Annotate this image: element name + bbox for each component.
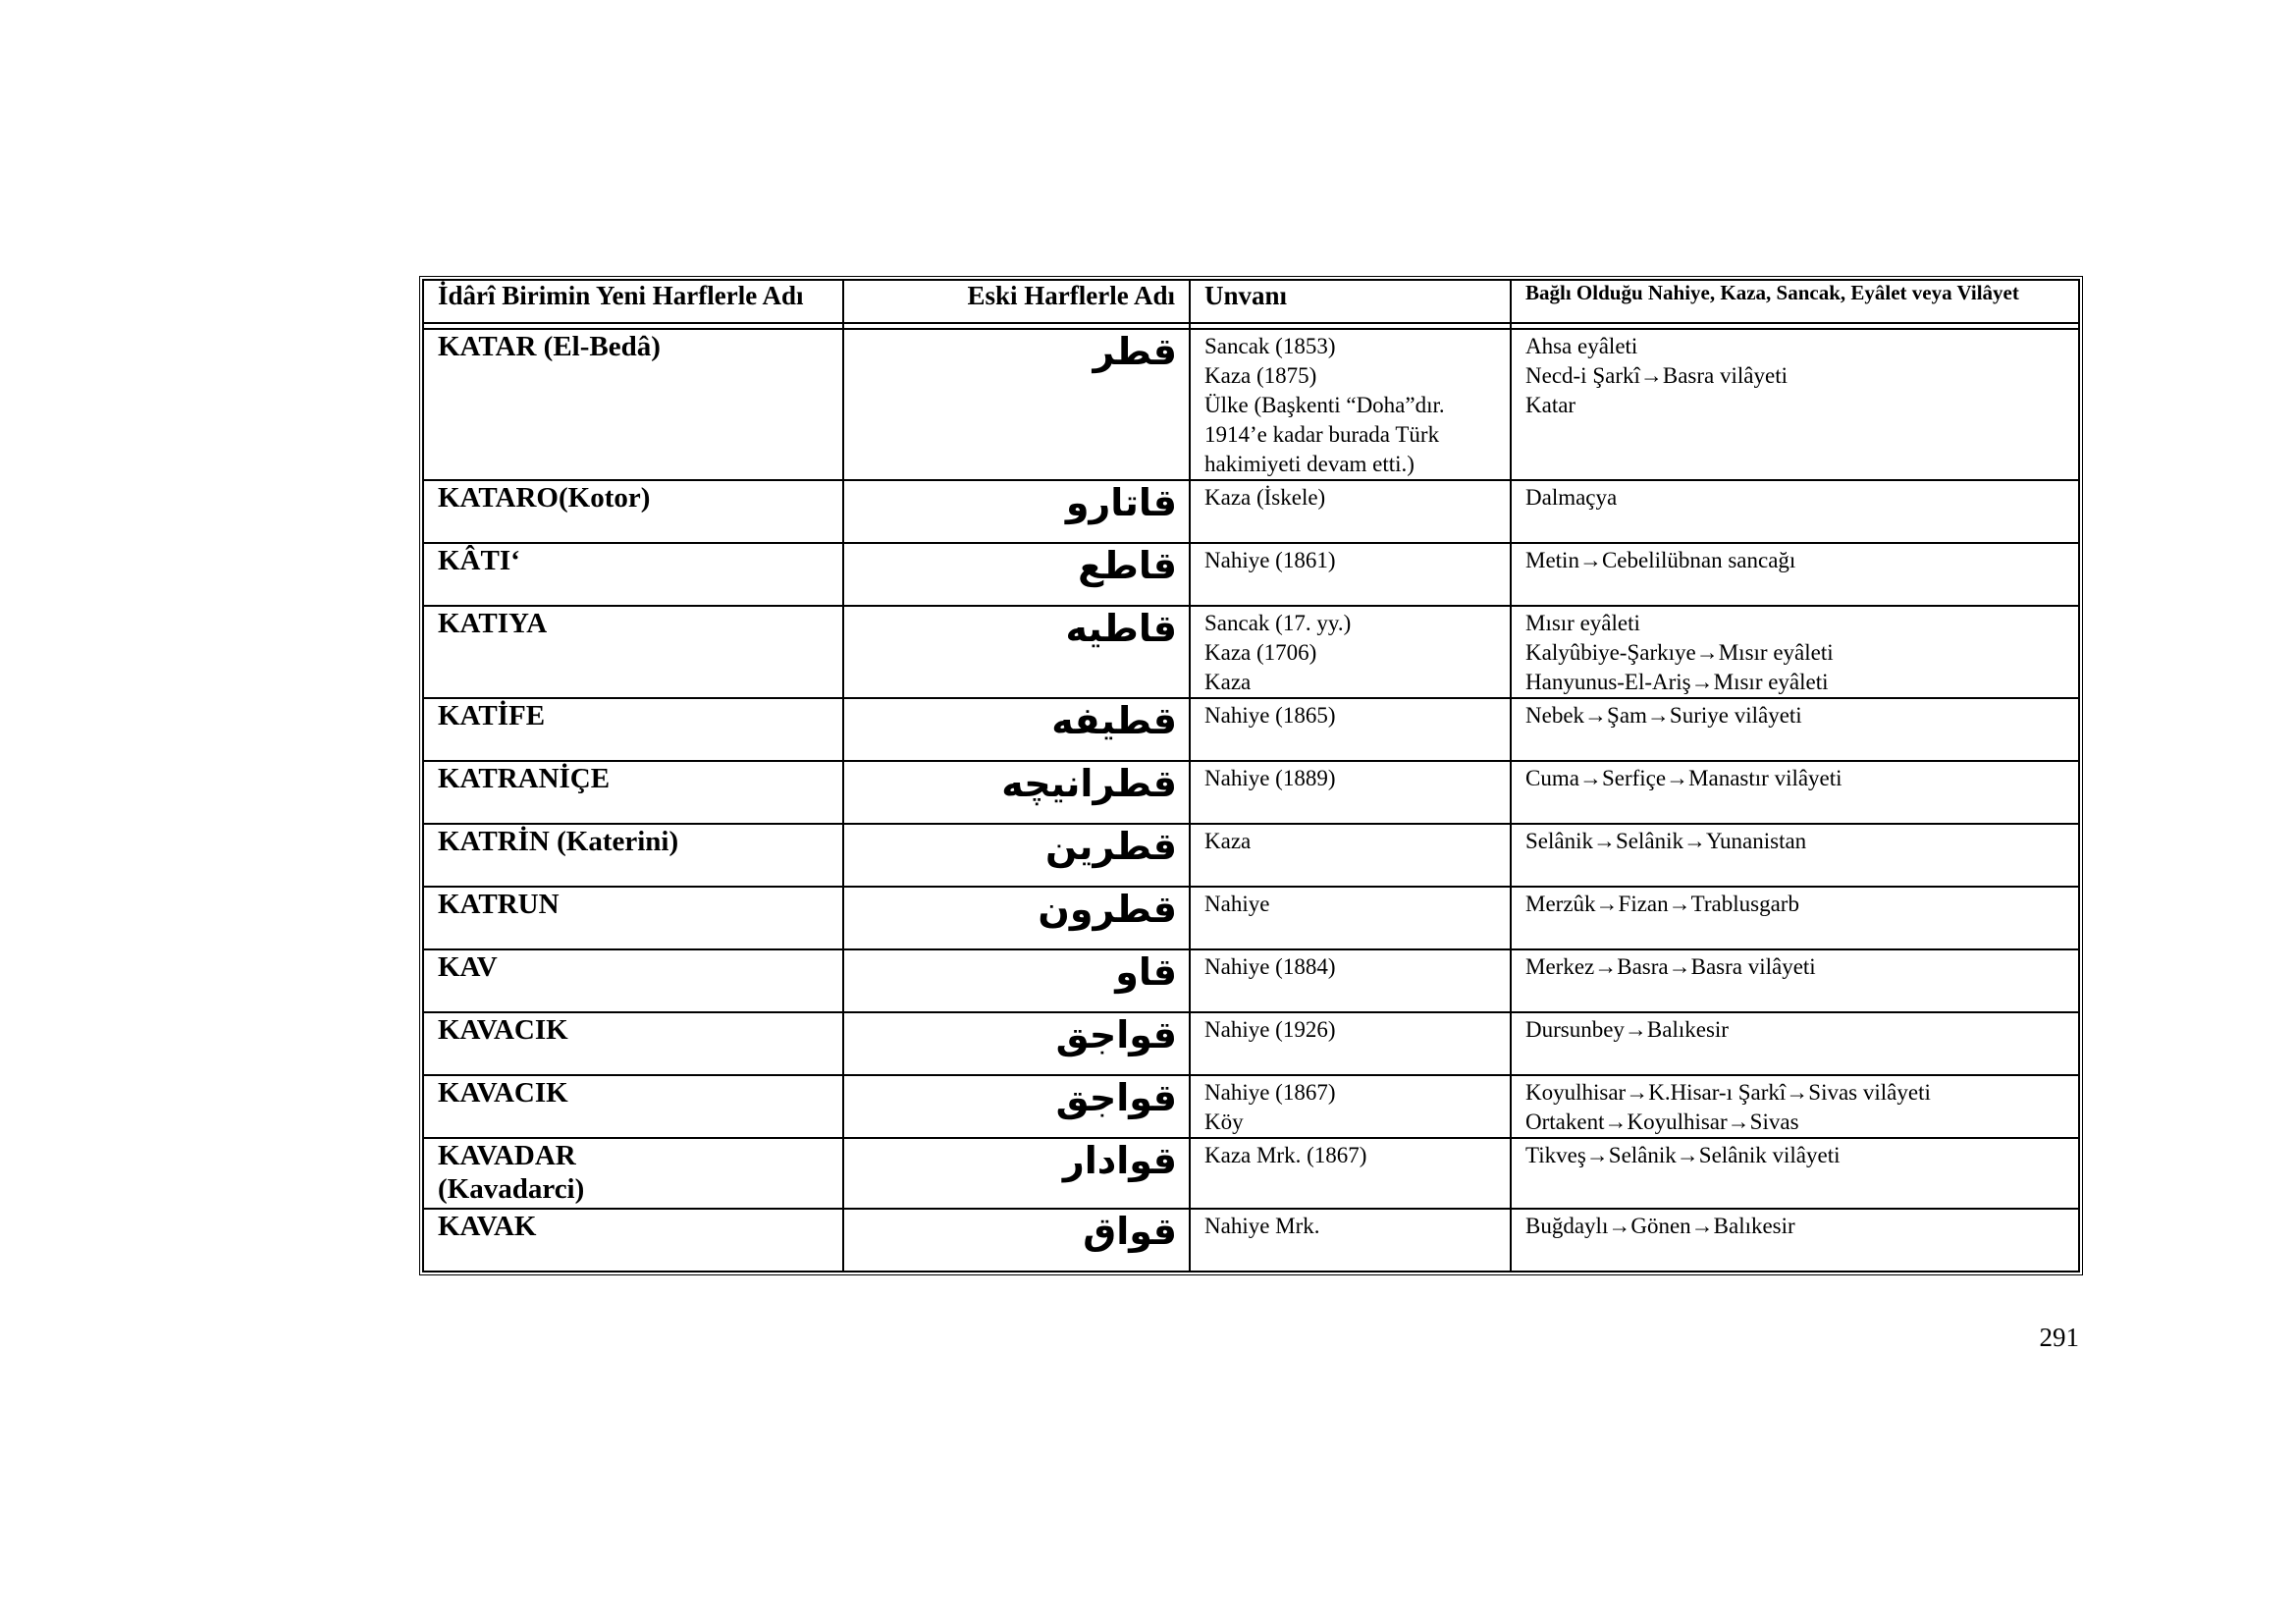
header-name: İdârî Birimin Yeni Harflerle Adı xyxy=(423,280,843,323)
attached-to xyxy=(1511,1012,2079,1075)
old-script-name: قوادار xyxy=(843,1138,1190,1209)
unit-name: KAVAK xyxy=(423,1209,843,1272)
unit-name xyxy=(423,1138,843,1209)
attached-to xyxy=(1511,887,2079,949)
unit-title xyxy=(1190,543,1511,606)
unit-title-line: Kaza (İskele) xyxy=(1204,485,1326,510)
unit-title xyxy=(1190,698,1511,761)
unit-name-line: (Kavadarci) xyxy=(438,1173,585,1205)
unit-title-line: Kaza (1875) xyxy=(1204,363,1317,388)
unit-title-line: 1914’e kadar burada Türk xyxy=(1204,422,1440,447)
attached-to xyxy=(1511,543,2079,606)
unit-title-line: hakimiyeti devam etti.) xyxy=(1204,452,1415,476)
attached-to-line: Tikveş→Selânik→Selânik vilâyeti xyxy=(1525,1143,1841,1167)
unit-name: KÂTI‘ xyxy=(423,543,843,606)
attached-to-line: Necd-i Şarkî→Basra vilâyeti xyxy=(1525,363,1788,388)
unit-title-line: Kaza (1706) xyxy=(1204,640,1317,665)
unit-name: KATAR (El-Bedâ) xyxy=(423,329,843,480)
unit-title-line: Kaza xyxy=(1204,670,1252,694)
attached-to-line: Mısır eyâleti xyxy=(1525,611,1640,635)
unit-name: KAVACIK xyxy=(423,1012,843,1075)
attached-to-line: Buğdaylı→Gönen→Balıkesir xyxy=(1525,1214,1795,1238)
attached-to xyxy=(1511,824,2079,887)
old-script-name: قطرين xyxy=(843,824,1190,887)
attached-to-line: Dalmaçya xyxy=(1525,485,1618,510)
attached-to xyxy=(1511,480,2079,543)
old-script-name: قاطع xyxy=(843,543,1190,606)
table-row xyxy=(423,1075,2079,1138)
unit-name: KAV xyxy=(423,949,843,1012)
unit-name: KATARO(Kotor) xyxy=(423,480,843,543)
table-row xyxy=(423,1138,2079,1209)
table-row xyxy=(423,698,2079,761)
unit-title-line: Sancak (1853) xyxy=(1204,334,1336,358)
unit-title-line: Nahiye Mrk. xyxy=(1204,1214,1320,1238)
unit-title xyxy=(1190,824,1511,887)
unit-name: KATIYA xyxy=(423,606,843,698)
old-script-name: قواجق xyxy=(843,1075,1190,1138)
attached-to-line: Metin→Cebelilübnan sancağı xyxy=(1525,548,1796,572)
attached-to xyxy=(1511,1209,2079,1272)
unit-title xyxy=(1190,480,1511,543)
header-old-name: Eski Harflerle Adı xyxy=(843,280,1190,323)
attached-to xyxy=(1511,698,2079,761)
unit-title xyxy=(1190,761,1511,824)
attached-to-line: Hanyunus-El-Ariş→Mısır eyâleti xyxy=(1525,670,1829,694)
old-script-name: قطيفه xyxy=(843,698,1190,761)
unit-title xyxy=(1190,606,1511,698)
attached-to-line: Merzûk→Fizan→Trablusgarb xyxy=(1525,892,1799,916)
old-script-name: قواق xyxy=(843,1209,1190,1272)
table-row xyxy=(423,887,2079,949)
old-script-name: قطرانيچه xyxy=(843,761,1190,824)
attached-to xyxy=(1511,1138,2079,1209)
table-body xyxy=(423,329,2079,1272)
unit-title-line: Nahiye (1926) xyxy=(1204,1017,1336,1042)
table-row xyxy=(423,824,2079,887)
unit-title xyxy=(1190,887,1511,949)
unit-title xyxy=(1190,949,1511,1012)
attached-to-line: Cuma→Serfiçe→Manastır vilâyeti xyxy=(1525,766,1842,790)
attached-to-line: Katar xyxy=(1525,393,1576,417)
unit-title xyxy=(1190,1012,1511,1075)
attached-to-line: Dursunbey→Balıkesir xyxy=(1525,1017,1729,1042)
attached-to xyxy=(1511,329,2079,480)
attached-to-line: Koyulhisar→K.Hisar-ı Şarkî→Sivas vilâyeti xyxy=(1525,1080,1931,1105)
table-row xyxy=(423,949,2079,1012)
unit-title-line: Kaza Mrk. (1867) xyxy=(1204,1143,1367,1167)
old-script-name: قواجق xyxy=(843,1012,1190,1075)
attached-to-line: Ahsa eyâleti xyxy=(1525,334,1638,358)
attached-to xyxy=(1511,761,2079,824)
page-number: 291 xyxy=(2039,1323,2079,1352)
table-row xyxy=(423,480,2079,543)
unit-title xyxy=(1190,1209,1511,1272)
attached-to-line: Ortakent→Koyulhisar→Sivas xyxy=(1525,1110,1799,1134)
table-row xyxy=(423,1209,2079,1272)
table-row xyxy=(423,1012,2079,1075)
unit-title-line: Nahiye (1861) xyxy=(1204,548,1336,572)
attached-to-line: Nebek→Şam→Suriye vilâyeti xyxy=(1525,703,1802,728)
unit-title-line: Sancak (17. yy.) xyxy=(1204,611,1352,635)
header-title: Unvanı xyxy=(1190,280,1511,323)
old-script-name: قاتارو xyxy=(843,480,1190,543)
old-script-name: قطرون xyxy=(843,887,1190,949)
unit-title xyxy=(1190,1075,1511,1138)
unit-title-line: Nahiye (1865) xyxy=(1204,703,1336,728)
administrative-units-table xyxy=(419,276,2083,1275)
unit-title xyxy=(1190,1138,1511,1209)
table-header-row xyxy=(423,280,2079,323)
unit-name-line: KAVADAR xyxy=(438,1140,576,1171)
unit-name: KATRANİÇE xyxy=(423,761,843,824)
unit-title-line: Köy xyxy=(1204,1110,1244,1134)
unit-title-line: Ülke (Başkenti “Doha”dır. xyxy=(1204,393,1445,417)
table-row xyxy=(423,329,2079,480)
table-row xyxy=(423,606,2079,698)
unit-name: KATRUN xyxy=(423,887,843,949)
old-script-name: قطر xyxy=(843,329,1190,480)
unit-title-line: Kaza xyxy=(1204,829,1252,853)
attached-to-line: Merkez→Basra→Basra vilâyeti xyxy=(1525,954,1816,979)
attached-to xyxy=(1511,606,2079,698)
unit-name: KATRİN (Katerini) xyxy=(423,824,843,887)
unit-name: KATİFE xyxy=(423,698,843,761)
unit-title-line: Nahiye (1884) xyxy=(1204,954,1336,979)
table-row xyxy=(423,761,2079,824)
attached-to xyxy=(1511,949,2079,1012)
unit-name: KAVACIK xyxy=(423,1075,843,1138)
attached-to xyxy=(1511,1075,2079,1138)
header-attached: Bağlı Olduğu Nahiye, Kaza, Sancak, Eyâlet veya Vilâyet xyxy=(1511,280,2079,323)
unit-title-line: Nahiye (1867) xyxy=(1204,1080,1336,1105)
attached-to-line: Kalyûbiye-Şarkıye→Mısır eyâleti xyxy=(1525,640,1834,665)
unit-title-line: Nahiye xyxy=(1204,892,1270,916)
old-script-name: قاو xyxy=(843,949,1190,1012)
unit-title xyxy=(1190,329,1511,480)
table-row xyxy=(423,543,2079,606)
unit-title-line: Nahiye (1889) xyxy=(1204,766,1336,790)
attached-to-line: Selânik→Selânik→Yunanistan xyxy=(1525,829,1807,853)
old-script-name: قاطيه xyxy=(843,606,1190,698)
